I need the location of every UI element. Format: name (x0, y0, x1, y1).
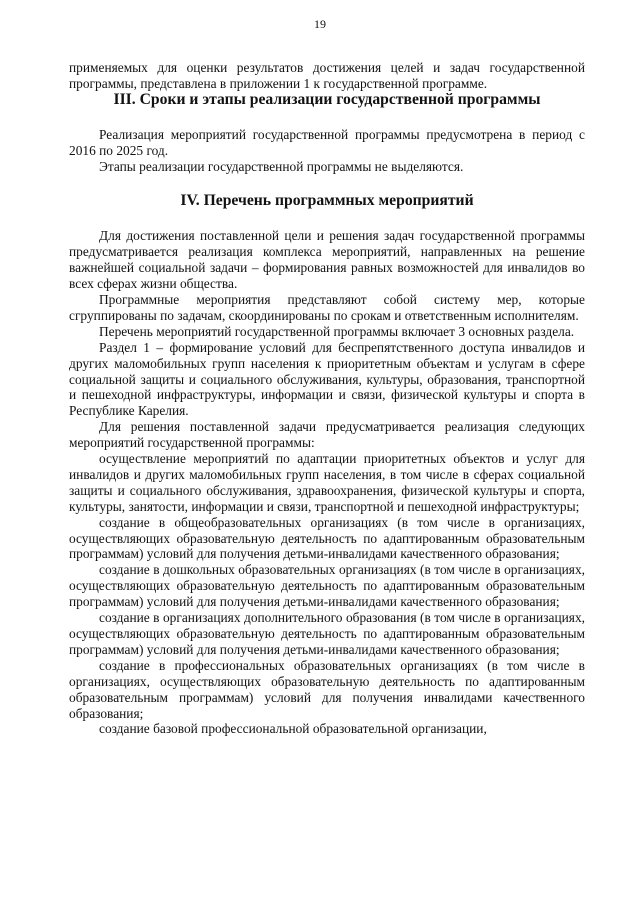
paragraph: Этапы реализации государственной программы не выделяются. (99, 158, 464, 174)
paragraph: применяемых для оценки результатов достижения целей и задач государственной программы, представлена в приложении 1 к государственной программе. (69, 60, 585, 91)
paragraph: Для достижения поставленной цели и решения задач государственной программы предусматривается реализация комплекса мероприятий, направленных на решение важнейшей социальной задачи – формирования равных возможностей для инвалидов во всех сферах жизни общества. (69, 228, 585, 292)
list-item: создание базовой профессиональной образовательной организации, (99, 721, 487, 737)
list-item: создание в организациях дополнительного образования (в том числе в организациях, осуществляющих образовательную деятельность по адаптированным образовательным программам) условий для получения детьми-инвалидами качественного образования; (69, 610, 585, 657)
list-item: создание в профессиональных образовательных организациях (в том числе в организациях, осуществляющих образовательную деятельность по адаптированным образовательным программам) условий для получения инвалидами качественного образования; (69, 657, 585, 721)
page-number: 19 (314, 17, 326, 31)
list-item: создание в общеобразовательных организациях (в том числе в организациях, осуществляющих образовательную деятельность по адаптированным образовательным программам) условий для получения детьми-инвалидами качественного образования; (69, 514, 585, 562)
paragraph: Раздел 1 – формирование условий для беспрепятственного доступа инвалидов и других маломобильных групп населения к приоритетным объектам и услугам в сфере социальной защиты и социального обслуживания, культуры, образования, транспортной и пешеходной инфраструктуры, информации и связи, физической культуры и спорта в Республике Карелия. (69, 339, 585, 419)
paragraph: Перечень мероприятий государственной программы включает 3 основных раздела. (99, 323, 575, 339)
paragraph: Реализация мероприятий государственной программы предусмотрена в период с 2016 по 2025 год. (69, 126, 585, 158)
section-heading: III. Сроки и этапы реализации государственной программы (113, 90, 541, 108)
document-body (69, 60, 585, 737)
list-item: создание в дошкольных образовательных организациях (в том числе в организациях, осуществляющих образовательную деятельность по адаптированным образовательным программам) условий для получения детьми-инвалидами качественного образования; (69, 562, 585, 610)
paragraph: Программные мероприятия представляют собой систему мер, которые сгруппированы по задачам, скоординированы по срокам и ответственным исполнителям. (69, 291, 585, 323)
list-item: осуществление мероприятий по адаптации приоритетных объектов и услуг для инвалидов и других маломобильных групп населения, в том числе в сферах социальной защиты и социального обслуживания, здравоохранения, физической культуры и спорта, культуры, занятости, информации и связи, транспортной и пешеходной инфраструктуры; (69, 451, 585, 514)
section-heading: IV. Перечень программных мероприятий (180, 192, 474, 210)
paragraph: Для решения поставленной задачи предусматривается реализация следующих мероприятий государственной программы: (69, 419, 585, 451)
